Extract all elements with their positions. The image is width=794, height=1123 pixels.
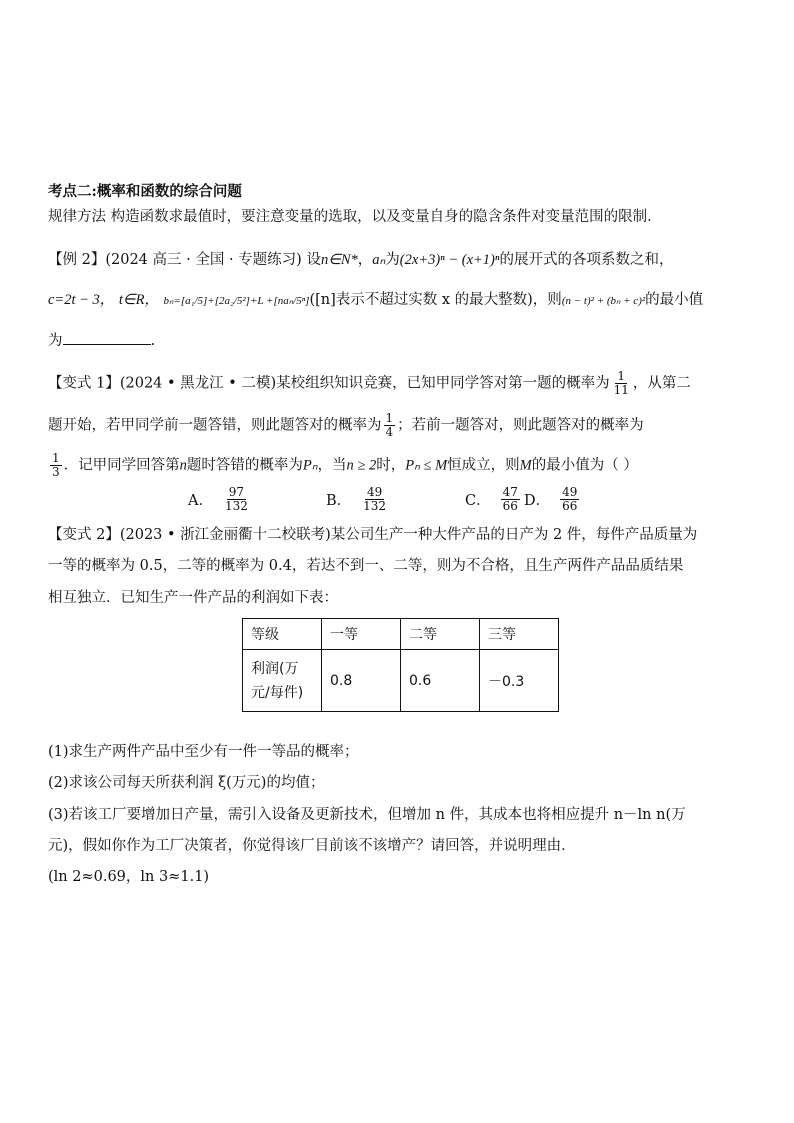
example2-tag: 【例 2】: [48, 252, 106, 268]
example2-bn: bₙ=[a₁/5]+[2a₂/5²]+L +[naₙ/5ⁿ]: [163, 295, 310, 307]
example2-line3: [48, 330, 155, 351]
table-header-cell: 一等: [322, 619, 401, 650]
table-header-cell: 等级: [243, 619, 322, 650]
option-b-value: $\frac{49}{132}$: [363, 485, 387, 513]
example2-source: (2024 高三 · 全国 · 专题练习): [105, 252, 302, 268]
option-a-value: $\frac{97}{132}$: [224, 485, 248, 513]
variant1-line3: [48, 452, 638, 479]
variant1-text3: ．记甲同学回答第: [63, 457, 180, 474]
variant1-m: M: [519, 457, 532, 474]
fraction-1-over-4: $\frac{1}{4}$: [385, 411, 394, 439]
table-header-cell: 二等: [401, 619, 480, 650]
variant1-source: (2024 • 黑龙江 • 二模): [119, 375, 277, 392]
variant1-text3d: 时，: [376, 457, 406, 474]
example2-line2: [48, 290, 703, 311]
question-3-line1: (3)若该工厂要增加日产量，需引入设备及更新技术，但增加 n 件，其成本也将相应提升 n－ln n(万: [48, 807, 686, 823]
example2-post: 的展开式的各项系数之和，: [499, 252, 674, 268]
variant1-text2-end: ；若前一题答对，则此题答对的概率为: [397, 417, 644, 434]
option-d-value: $\frac{49}{66}$: [562, 485, 578, 513]
example2-wei: 为: [385, 252, 400, 268]
example2-c: c=2t − 3，: [48, 292, 115, 308]
option-d[interactable]: [524, 486, 581, 513]
variant1-tag: 【变式 1】: [48, 375, 120, 392]
example2-comma: ，: [357, 252, 373, 268]
method-line: 规律方法 构造函数求最值时，要注意变量的选取，以及变量自身的隐含条件对变量范围的限制．: [48, 209, 662, 225]
example2-expr: (2x+3)ⁿ − (x+1)ⁿ: [399, 252, 500, 268]
example2-end: 的最小值: [645, 292, 704, 308]
variant2-source: (2023 • 浙江金丽衢十二校联考): [119, 527, 331, 543]
answer-blank[interactable]: [63, 330, 151, 345]
example2-wei2: 为: [48, 333, 63, 349]
example2-period: .: [150, 333, 156, 349]
variant1-text3f: 的最小值为（ ）: [531, 457, 638, 474]
log-hint: (ln 2≈0.69，ln 3≈1.1): [48, 869, 210, 885]
option-c-value: $\frac{47}{66}$: [502, 485, 518, 513]
table-cell: 0.8: [322, 650, 401, 712]
option-b[interactable]: [326, 486, 390, 513]
table-header-row: [243, 619, 559, 650]
table-row: [243, 650, 559, 712]
table-header-cell: 三等: [480, 619, 559, 650]
variant2-line3: 相互独立．已知生产一件产品的利润如下表：: [48, 590, 338, 606]
variant1-text3b: 题时答错的概率为: [186, 457, 303, 474]
variant2-line2: 一等的概率为 0.5，二等的概率为 0.4，若达不到一、二等，则为不合格，且生产两件产品品质结果: [48, 558, 684, 574]
section-title: 考点二:概率和函数的综合问题: [48, 183, 242, 200]
variant1-text1: 某校组织知识竞赛，已知甲同学答对第一题的概率为: [276, 375, 610, 392]
example2-line1: [48, 250, 673, 270]
table-cell: 0.6: [401, 650, 480, 712]
example2-text: 设: [306, 252, 321, 268]
example2-note: ([n]表示不超过实数 x 的最大整数)，则: [309, 292, 562, 308]
variant1-cond: n ≥ 2: [346, 457, 377, 474]
question-2: (2)求该公司每天所获利润 ξ(万元)的均值；: [48, 775, 325, 791]
question-1: (1)求生产两件产品中至少有一件一等品的概率；: [48, 744, 359, 760]
variant1-ineq: Pₙ ≤ M: [405, 457, 448, 474]
variant1-n: n: [179, 457, 187, 474]
fraction-1-over-11: $\frac{1}{11}$: [613, 369, 629, 397]
option-a[interactable]: [188, 486, 252, 513]
variant1-text1-end: ，从第二: [632, 375, 691, 392]
option-d-label: D．: [524, 493, 551, 509]
variant1-line1: [48, 370, 691, 397]
variant1-text3e: 恒成立，则: [447, 457, 520, 474]
example2-target: (n − t)² + (bₙ + c)²: [561, 295, 646, 307]
option-c[interactable]: [465, 486, 522, 513]
variant2-text1: 某公司生产一种大件产品的日产为 2 件，每件产品质量为: [330, 527, 698, 543]
variant2-line1: [48, 525, 697, 545]
example2-t: t∈R，: [118, 292, 159, 308]
option-a-label: A．: [188, 493, 213, 509]
question-3-line2: 元)，假如你作为工厂决策者，你觉得该厂目前该不该增产？请回答，并说明理由．: [48, 838, 576, 854]
variant2-tag: 【变式 2】: [48, 527, 120, 543]
variant1-text3c: ，当: [317, 457, 347, 474]
profit-table: [242, 618, 559, 712]
variant1-pn: Pₙ: [302, 457, 318, 474]
table-cell: －0.3: [480, 650, 559, 712]
example2-cond-n: n∈N*: [320, 252, 358, 268]
option-b-label: B．: [326, 493, 352, 509]
variant1-text2: 题开始，若甲同学前一题答错，则此题答对的概率为: [48, 417, 382, 434]
option-c-label: C．: [465, 493, 491, 509]
example2-an: aₙ: [372, 252, 386, 268]
fraction-1-over-3: $\frac{1}{3}$: [52, 451, 60, 479]
table-row-label: 利润(万 元/每件): [243, 650, 322, 712]
variant1-line2: [48, 412, 644, 439]
